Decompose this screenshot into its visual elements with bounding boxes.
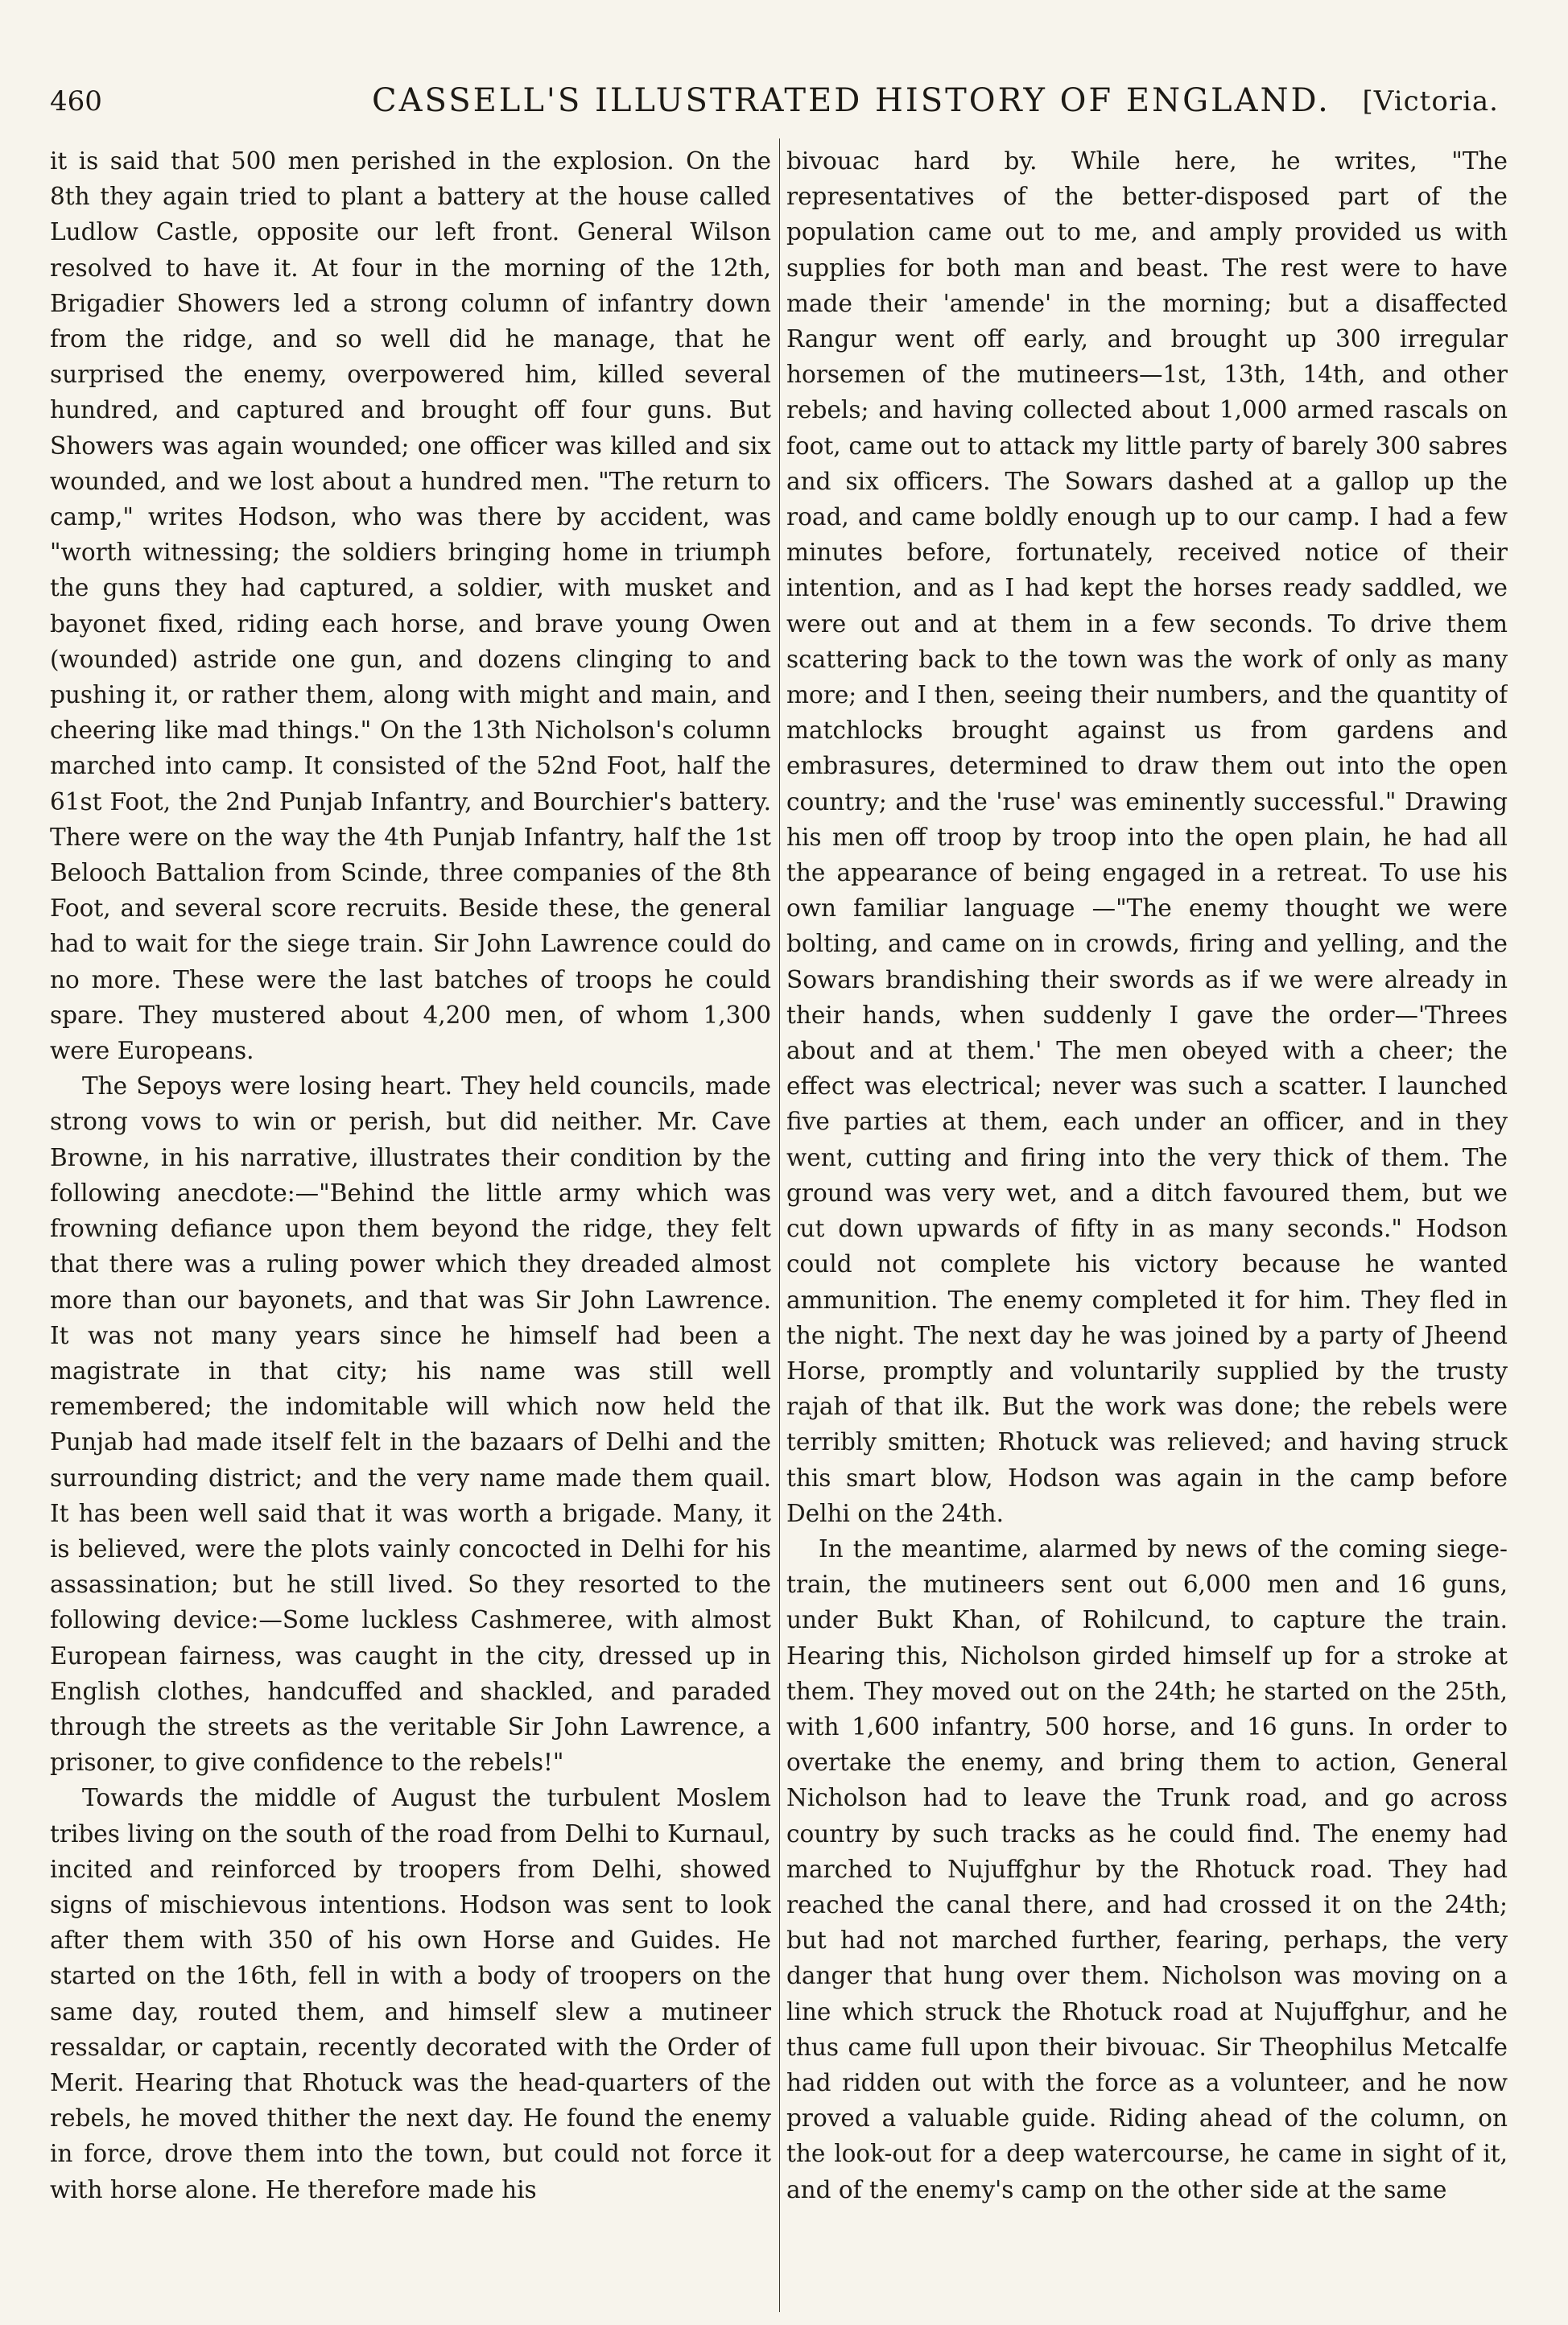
running-header bbox=[50, 74, 1499, 122]
paragraph: The Sepoys were losing heart. They held councils, made strong vows to win or perish, but did neither. Mr. Cave Browne, in his narrative, illustrates their condition by the following anecdote:—"Behind the little army which was frowning defiance upon them beyond the ridge, they felt that there was a ruling power which they dreaded almost more than our bayonets, and that was Sir John Lawrence. It was not many years since he himself had been a magistrate in that city; his name was still well remembered; the indomitable will which now held the Punjab had made itself felt in the bazaars of Delhi and the surrounding district; and the very name made them quail. It has been well said that it was worth a brigade. Many, it is believed, were the plots vainly concocted in Delhi for his assassination; but he still lived. So they resorted to the following device:—Some luckless Cashmeree, with almost European fairness, was caught in the city, dressed up in English clothes, handcuffed and shackled, and paraded through the streets as the veritable Sir John Lawrence, a prisoner, to give confidence to the rebels!" bbox=[50, 1072, 771, 1777]
left-column bbox=[50, 143, 771, 2301]
paragraph: bivouac hard by. While here, he writes, "The representatives of the better-disposed part of the population came out to me, and amply provided us with supplies for both man and beast. The rest were to have made their 'amende' in the morning; but a disaffected Rangur went off early, and brought up 300 irregular horsemen of the mutineers—1st, 13th, 14th, and other rebels; and having collected about 1,000 armed rascals on foot, came out to attack my little party of barely 300 sabres and six officers. The Sowars dashed at a gallop up the road, and came boldly enough up to our camp. I had a few minutes before, fortunately, received notice of their intention, and as I had kept the horses ready saddled, we were out and at them in a few seconds. To drive them scattering back to the town was the work of only as many more; and I then, seeing their numbers, and the quantity of matchlocks brought against us from gardens and embrasures, determined to draw them out into the open country; and the 'ruse' was eminently successful." Drawing his men off troop by troop into the open plain, he had all the appearance of being engaged in a retreat. To use his own familiar language —"The enemy thought we were bolting, and came on in crowds, firing and yelling, and the Sowars brandishing their swords as if we were already in their hands, when suddenly I gave the order—'Threes about and at them.' The men obeyed with a cheer; the effect was electrical; never was such a scatter. I launched five parties at them, each under an officer, and in they went, cutting and firing into the very thick of them. The ground was very wet, and a ditch favoured them, but we cut down upwards of fifty in as many seconds." Hodson could not complete his victory because he wanted ammunition. The enemy completed it for him. They fled in the night. The next day he was joined by a party of Jheend Horse, promptly and voluntarily supplied by the trusty rajah of that ilk. But the work was done; the rebels were terribly smitten; Rhotuck was relieved; and having struck this smart blow, Hodson was again in the camp before Delhi on the 24th. bbox=[786, 147, 1508, 1527]
running-title: CASSELL'S ILLUSTRATED HISTORY OF ENGLAND. bbox=[372, 82, 1331, 119]
column-divider bbox=[779, 138, 780, 2312]
paragraph: In the meantime, alarmed by news of the coming siege-train, the mutineers sent out 6,000 men and 16 guns, under Bukt Khan, of Rohilcund, to capture the train. Hearing this, Nicholson girded himself up for a stroke at them. They moved out on the 24th; he started on the 25th, with 1,600 infantry, 500 horse, and 16 guns. In order to overtake the enemy, and bring them to action, General Nicholson had to leave the Trunk road, and go across country by such tracks as he could find. The enemy had marched to Nujuffghur by the Rhotuck road. They had reached the canal there, and had crossed it on the 24th; but had not marched further, fearing, perhaps, the very danger that hung over them. Nicholson was moving on a line which struck the Rhotuck road at Nujuffghur, and he thus came full upon their bivouac. Sir Theophilus Metcalfe had ridden out with the force as a volunteer, and he now proved a valuable guide. Riding ahead of the column, on the look-out for a deep watercourse, he came in sight of it, and of the enemy's camp on the other side at the same bbox=[786, 1534, 1508, 2203]
paragraph: Towards the middle of August the turbulent Moslem tribes living on the south of the road from Delhi to Kurnaul, incited and reinforced by troopers from Delhi, showed signs of mischievous intentions. Hodson was sent to look after them with 350 of his own Horse and Guides. He started on the 16th, fell in with a body of troopers on the same day, routed them, and himself slew a mutineer ressaldar, or captain, recently decorated with the Order of Merit. Hearing that Rhotuck was the head-quarters of the rebels, he moved thither the next day. He found the enemy in force, drove them into the town, but could not force it with horse alone. He therefore made his bbox=[50, 1784, 771, 2203]
paragraph: it is said that 500 men perished in the explosion. On the 8th they again tried to plant a battery at the house called Ludlow Castle, opposite our left front. General Wilson resolved to have it. At four in the morning of the 12th, Brigadier Showers led a strong column of infantry down from the ridge, and so well did he manage, that he surprised the enemy, overpowered him, killed several hundred, and captured and brought off four guns. But Showers was again wounded; one officer was killed and six wounded, and we lost about a hundred men. "The return to camp," writes Hodson, who was there by accident, was "worth witnessing; the soldiers bringing home in triumph the guns they had captured, a soldier, with musket and bayonet fixed, riding each horse, and brave young Owen (wounded) astride one gun, and dozens clinging to and pushing it, or rather them, along with might and main, and cheering like mad things." On the 13th Nicholson's column marched into camp. It consisted of the 52nd Foot, half the 61st Foot, the 2nd Punjab Infantry, and Bourchier's battery. There were on the way the 4th Punjab Infantry, half the 1st Belooch Battalion from Scinde, three companies of the 8th Foot, and several score recruits. Beside these, the general had to wait for the siege train. Sir John Lawrence could do no more. These were the last batches of troops he could spare. They mustered about 4,200 men, of whom 1,300 were Europeans. bbox=[50, 147, 771, 1065]
right-column bbox=[786, 143, 1508, 2301]
reign-label: [Victoria. bbox=[1362, 85, 1499, 118]
page-number: 460 bbox=[50, 85, 102, 118]
